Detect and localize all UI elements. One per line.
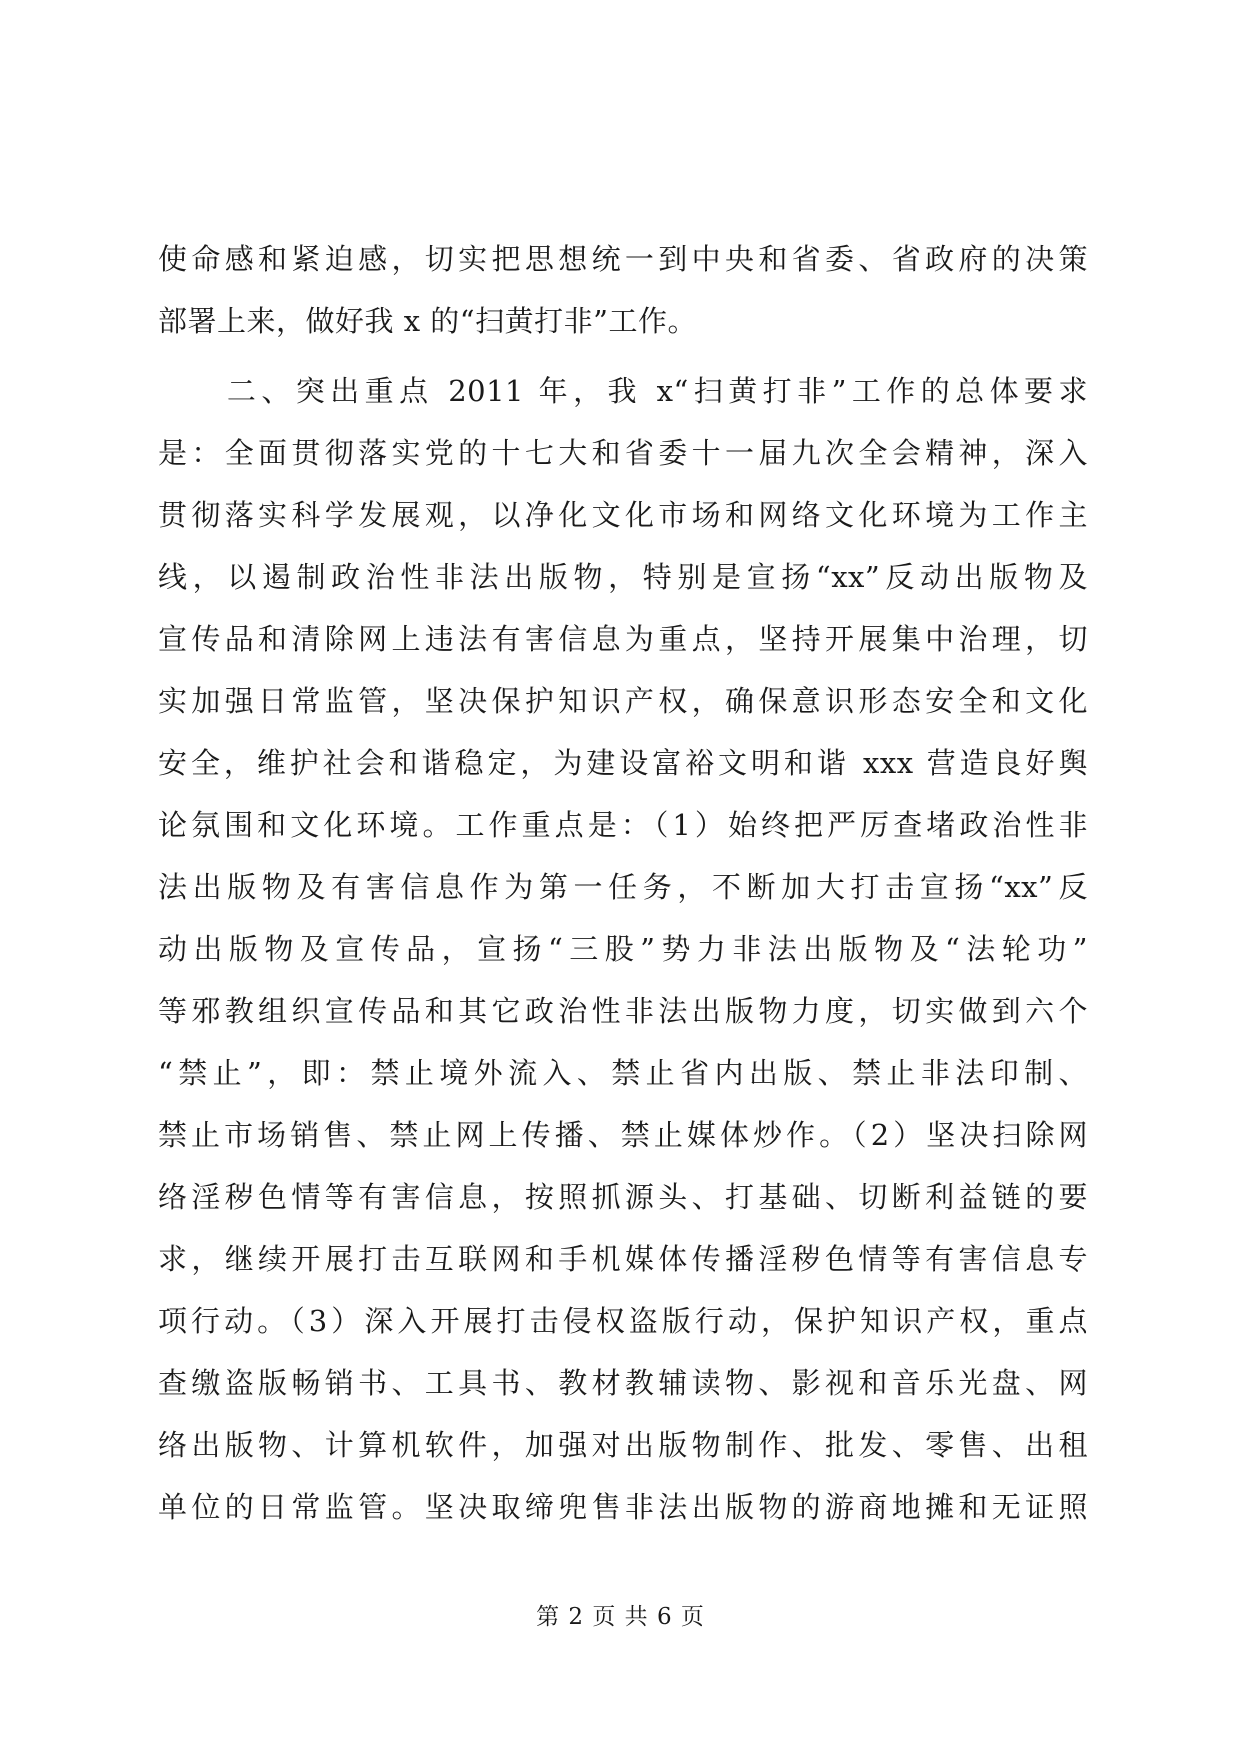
text-line: 部署上来，做好我 x 的“扫黄打非”工作。 <box>158 304 697 338</box>
paragraph-1 <box>158 228 1088 352</box>
text-line: 动出版物及宣传品，宣扬“三股”势力非法出版物及“法轮功” <box>158 932 1088 966</box>
text-line: 安全，维护社会和谐稳定，为建设富裕文明和谐 xxx 营造良好舆 <box>158 746 1088 780</box>
text-line: 贯彻落实科学发展观，以净化文化市场和网络文化环境为工作主 <box>158 498 1088 532</box>
text-line: 线，以遏制政治性非法出版物，特别是宣扬“xx”反动出版物及 <box>158 560 1088 594</box>
page-footer: 第 2 页 共 6 页 <box>536 1604 705 1630</box>
text-line: 项行动。（3）深入开展打击侵权盗版行动，保护知识产权，重点 <box>158 1304 1088 1338</box>
text-line: 络出版物、计算机软件，加强对出版物制作、批发、零售、出租 <box>158 1428 1088 1462</box>
text-line: 络淫秽色情等有害信息，按照抓源头、打基础、切断利益链的要 <box>158 1180 1088 1214</box>
paragraph-2 <box>158 360 1088 1538</box>
text-line: 法出版物及有害信息作为第一任务，不断加大打击宣扬“xx”反 <box>158 870 1088 904</box>
text-line: 宣传品和清除网上违法有害信息为重点，坚持开展集中治理，切 <box>158 622 1088 656</box>
text-line: 是：全面贯彻落实党的十七大和省委十一届九次全会精神，深入 <box>158 436 1088 470</box>
text-line: 禁止市场销售、禁止网上传播、禁止媒体炒作。（2）坚决扫除网 <box>158 1118 1088 1152</box>
document-body <box>158 228 1088 1538</box>
text-line: 查缴盗版畅销书、工具书、教材教辅读物、影视和音乐光盘、网 <box>158 1366 1088 1400</box>
text-line: 论氛围和文化环境。工作重点是：（1）始终把严厉查堵政治性非 <box>158 808 1088 842</box>
text-line: 使命感和紧迫感，切实把思想统一到中央和省委、省政府的决策 <box>158 242 1088 276</box>
text-line: 等邪教组织宣传品和其它政治性非法出版物力度，切实做到六个 <box>158 994 1088 1028</box>
text-line: 求，继续开展打击互联网和手机媒体传播淫秽色情等有害信息专 <box>158 1242 1088 1276</box>
text-line: 二、突出重点 2011 年，我 x“扫黄打非”工作的总体要求 <box>158 374 1088 408</box>
text-line: “禁止”，即：禁止境外流入、禁止省内出版、禁止非法印制、 <box>158 1056 1088 1090</box>
text-line: 单位的日常监管。坚决取缔兜售非法出版物的游商地摊和无证照 <box>158 1490 1088 1524</box>
text-line: 实加强日常监管，坚决保护知识产权，确保意识形态安全和文化 <box>158 684 1088 718</box>
